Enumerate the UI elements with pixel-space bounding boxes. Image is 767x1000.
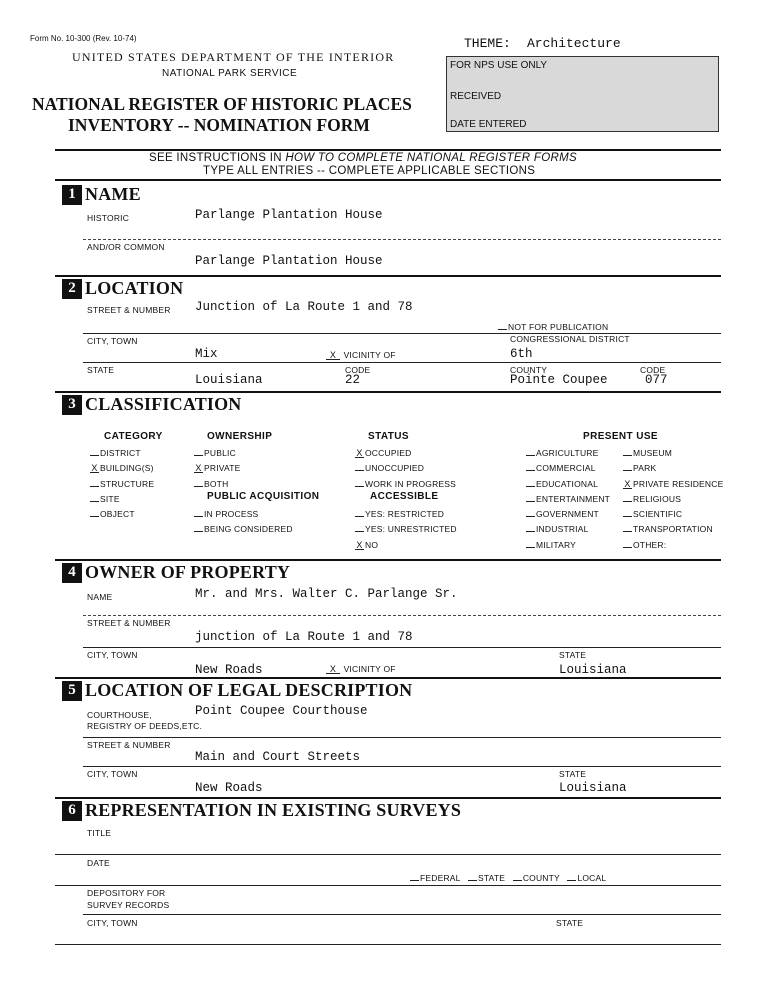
checkbox-mark[interactable] — [526, 516, 535, 517]
courthouse-label-line1: COURTHOUSE, — [87, 710, 152, 720]
checkbox-option[interactable] — [90, 494, 154, 509]
state-option[interactable]: STATE — [477, 873, 506, 883]
checkbox-option[interactable] — [90, 509, 154, 524]
theme-value: Architecture — [527, 36, 621, 51]
divider — [55, 797, 721, 799]
checkbox-mark[interactable] — [355, 516, 364, 517]
date-entered-label: DATE ENTERED — [450, 119, 527, 130]
historic-label: HISTORIC — [87, 213, 130, 223]
checkbox-label: OBJECT — [100, 509, 135, 520]
form-title-line2: INVENTORY -- NOMINATION FORM — [68, 115, 370, 135]
local-option[interactable]: LOCAL — [577, 873, 607, 883]
field-line — [55, 885, 721, 886]
field-line — [83, 239, 721, 240]
checkbox-label: SCIENTIFIC — [633, 509, 683, 520]
checkbox-option[interactable] — [355, 524, 457, 539]
checkbox-option[interactable] — [194, 448, 241, 463]
checkbox-label: TRANSPORTATION — [633, 524, 713, 535]
checkbox-label: EDUCATIONAL — [536, 478, 599, 489]
checkbox-label: BOTH — [204, 478, 229, 489]
divider — [55, 391, 721, 393]
section-6-header — [62, 800, 461, 821]
checkbox-option[interactable] — [90, 479, 154, 494]
federal-option[interactable]: FEDERAL — [420, 873, 461, 883]
state-value: Louisiana — [195, 373, 263, 387]
checkbox-mark[interactable] — [526, 547, 535, 548]
checkbox-label: WORK IN PROGRESS — [365, 478, 457, 489]
owner-state-value: Louisiana — [559, 663, 627, 677]
checkbox-label: OTHER: — [633, 539, 667, 550]
checkbox-option[interactable] — [194, 479, 241, 494]
nps-use-label: FOR NPS USE ONLY — [450, 60, 548, 71]
checkbox-option[interactable] — [526, 463, 610, 478]
owner-street-value: junction of La Route 1 and 78 — [195, 630, 413, 644]
section-1-title: NAME — [85, 184, 141, 204]
instructions-line2: TYPE ALL ENTRIES -- COMPLETE APPLICABLE SECTIONS — [203, 165, 536, 177]
legal-street-label: STREET & NUMBER — [87, 740, 171, 750]
checkbox-option[interactable] — [194, 463, 241, 478]
section-2-number: 2 — [62, 279, 82, 299]
checkbox-label: COMMERCIAL — [536, 463, 596, 474]
owner-name-value: Mr. and Mrs. Walter C. Parlange Sr. — [195, 587, 458, 601]
checkbox-mark[interactable] — [526, 501, 535, 502]
status-heading: STATUS — [368, 431, 409, 442]
district-label: CONGRESSIONAL DISTRICT — [510, 334, 630, 344]
service-name: NATIONAL PARK SERVICE — [162, 68, 298, 79]
checkbox-mark[interactable] — [526, 531, 535, 532]
not-for-publication: NOT FOR PUBLICATION — [498, 322, 608, 332]
divider — [55, 944, 721, 945]
checkbox-mark[interactable] — [623, 531, 632, 532]
category-list — [90, 448, 154, 524]
section-1-header — [62, 184, 141, 205]
ownership-list — [194, 448, 241, 494]
section-4-number: 4 — [62, 563, 82, 583]
city-value: Mix — [195, 347, 218, 361]
survey-state-label: STATE — [556, 918, 584, 928]
depository-label-line1: DEPOSITORY FOR — [87, 888, 166, 898]
legal-city-label: CITY, TOWN — [87, 769, 138, 779]
legal-state-label: STATE — [559, 769, 587, 779]
courthouse-label-line2: REGISTRY OF DEEDS,ETC. — [87, 721, 203, 731]
city-label: CITY, TOWN — [87, 336, 138, 346]
checkbox-option[interactable] — [355, 509, 457, 524]
status-list — [355, 448, 456, 494]
checkbox-option[interactable] — [526, 524, 610, 539]
divider — [55, 179, 721, 181]
field-line — [83, 647, 721, 648]
checkbox-label: YES: RESTRICTED — [365, 509, 445, 519]
depository-label-line2: SURVEY RECORDS — [87, 900, 170, 910]
form-title-line1: NATIONAL REGISTER OF HISTORIC PLACES — [32, 94, 412, 114]
checkbox-option[interactable] — [623, 524, 723, 539]
section-6-title: REPRESENTATION IN EXISTING SURVEYS — [85, 800, 462, 820]
checkbox-label: ENTERTAINMENT — [536, 493, 611, 504]
form-number: Form No. 10-300 (Rev. 10-74) — [30, 34, 137, 43]
checkbox-mark[interactable]: X — [356, 539, 363, 550]
legal-state-value: Louisiana — [559, 781, 627, 795]
code-label: CODE — [345, 365, 371, 375]
field-line — [55, 854, 721, 855]
checkbox-label: SITE — [100, 493, 120, 504]
checkbox-label: PUBLIC — [204, 448, 236, 458]
present-use-list-2 — [623, 448, 723, 555]
owner-city-label: CITY, TOWN — [87, 650, 138, 660]
checkbox-mark[interactable] — [623, 501, 632, 502]
common-label: AND/OR COMMON — [87, 242, 165, 252]
instructions-italic: HOW TO COMPLETE NATIONAL REGISTER FORMS — [285, 152, 577, 164]
vicinity: X VICINITY OF — [326, 350, 396, 360]
checkbox-label: GOVERNMENT — [536, 509, 599, 520]
department-name: UNITED STATES DEPARTMENT OF THE INTERIOR — [72, 50, 395, 64]
checkbox-mark[interactable]: X — [356, 448, 363, 458]
checkbox-mark[interactable] — [526, 455, 535, 456]
field-line — [83, 914, 721, 915]
survey-level-options — [410, 873, 606, 883]
checkbox-option[interactable] — [526, 494, 610, 509]
checkbox-option[interactable] — [526, 479, 610, 494]
public-acquisition-heading: PUBLIC ACQUISITION — [207, 491, 320, 502]
section-5-number: 5 — [62, 681, 82, 701]
checkbox-option[interactable] — [526, 540, 610, 555]
category-heading: CATEGORY — [104, 431, 163, 442]
checkbox-label: RELIGIOUS — [633, 493, 682, 504]
theme-label: THEME: — [464, 36, 511, 51]
field-line — [83, 766, 721, 767]
county-label: COUNTY — [510, 365, 548, 375]
street-label: STREET & NUMBER — [87, 305, 171, 315]
owner-street-label: STREET & NUMBER — [87, 618, 171, 628]
field-line — [83, 362, 721, 363]
checkbox-option[interactable] — [623, 463, 723, 478]
section-3-header — [62, 394, 242, 415]
present-use-heading: PRESENT USE — [583, 431, 658, 442]
owner-city-value: New Roads — [195, 663, 263, 677]
checkbox-mark[interactable]: X — [624, 478, 631, 489]
accessible-heading: ACCESSIBLE — [370, 491, 439, 502]
code2-label: CODE — [640, 365, 666, 375]
divider — [55, 559, 721, 561]
section-5-title: LOCATION OF LEGAL DESCRIPTION — [85, 680, 413, 700]
checkbox-label: NO — [365, 539, 379, 550]
checkbox-mark[interactable] — [355, 531, 364, 532]
checkbox-label: PRIVATE — [204, 463, 241, 474]
checkbox-mark[interactable] — [90, 455, 99, 456]
section-3-number: 3 — [62, 395, 82, 415]
divider — [55, 149, 721, 151]
checkbox-mark[interactable] — [623, 470, 632, 471]
checkbox-option[interactable] — [526, 448, 610, 463]
checkbox-label: UNOCCUPIED — [365, 463, 425, 474]
checkbox-option[interactable] — [623, 448, 723, 463]
checkbox-mark[interactable] — [623, 547, 632, 548]
legal-street-value: Main and Court Streets — [195, 750, 361, 764]
checkbox-label: YES: UNRESTRICTED — [365, 524, 457, 535]
checkbox-option[interactable] — [355, 540, 457, 555]
section-1-number: 1 — [62, 185, 82, 205]
instructions-prefix: SEE INSTRUCTIONS IN — [149, 152, 286, 164]
checkbox-option[interactable] — [623, 540, 723, 555]
section-5-header — [62, 680, 412, 701]
checkbox-mark[interactable] — [526, 470, 535, 471]
historic-value: Parlange Plantation House — [195, 208, 383, 222]
checkbox-mark[interactable] — [194, 486, 203, 487]
county-value: Pointe Coupee — [510, 373, 608, 387]
public-acquisition-list — [194, 509, 293, 540]
checkbox-option[interactable] — [355, 479, 456, 494]
accessible-list — [355, 509, 457, 555]
owner-state-label: STATE — [559, 650, 587, 660]
divider — [55, 677, 721, 679]
field-line — [83, 615, 721, 616]
checkbox-option[interactable] — [526, 509, 610, 524]
section-4-header — [62, 562, 290, 583]
section-6-number: 6 — [62, 801, 82, 821]
checkbox-option[interactable] — [90, 463, 154, 478]
checkbox-label: PARK — [633, 463, 657, 474]
checkbox-label: BEING CONSIDERED — [204, 524, 293, 535]
county-option[interactable]: COUNTY — [522, 873, 560, 883]
checkbox-label: STRUCTURE — [100, 478, 155, 489]
instructions-line1 — [149, 152, 577, 164]
checkbox-label: OCCUPIED — [365, 448, 412, 458]
checkbox-label: INDUSTRIAL — [536, 524, 589, 535]
survey-city-label: CITY, TOWN — [87, 918, 138, 928]
checkbox-label: MUSEUM — [633, 448, 672, 458]
legal-city-value: New Roads — [195, 781, 263, 795]
checkbox-option[interactable] — [355, 463, 456, 478]
checkbox-label: AGRICULTURE — [536, 448, 599, 458]
checkbox-mark[interactable]: X — [91, 463, 98, 474]
checkbox-option[interactable] — [194, 509, 293, 524]
checkbox-mark[interactable]: X — [195, 463, 202, 474]
checkbox-mark[interactable] — [623, 516, 632, 517]
checkbox-mark[interactable] — [526, 486, 535, 487]
checkbox-label: MILITARY — [536, 539, 577, 550]
divider — [55, 275, 721, 277]
checkbox-label: DISTRICT — [100, 448, 141, 458]
present-use-list-1 — [526, 448, 610, 555]
checkbox-option[interactable] — [623, 509, 723, 524]
checkbox-option[interactable] — [623, 479, 723, 494]
checkbox-mark[interactable] — [194, 455, 203, 456]
section-4-title: OWNER OF PROPERTY — [85, 562, 291, 582]
code2-value: 077 — [645, 373, 668, 387]
checkbox-mark[interactable] — [355, 486, 364, 487]
code-value: 22 — [345, 373, 361, 387]
checkbox-label: BUILDING(S) — [100, 463, 154, 474]
checkbox-option[interactable] — [355, 448, 456, 463]
checkbox-mark[interactable] — [194, 531, 203, 532]
checkbox-label: PRIVATE RESIDENCE — [633, 478, 724, 489]
checkbox-mark[interactable] — [90, 516, 99, 517]
nps-use-box — [446, 56, 719, 132]
checkbox-mark[interactable] — [194, 516, 203, 517]
owner-name-label: NAME — [87, 592, 113, 602]
owner-vicinity: X VICINITY OF — [326, 664, 396, 674]
district-value: 6th — [510, 347, 533, 361]
checkbox-label: IN PROCESS — [204, 509, 259, 519]
section-3-title: CLASSIFICATION — [85, 394, 242, 414]
checkbox-mark[interactable] — [623, 455, 632, 456]
section-2-title: LOCATION — [85, 278, 184, 298]
street-value: Junction of La Route 1 and 78 — [195, 300, 413, 314]
checkbox-option[interactable] — [194, 524, 293, 539]
section-2-header — [62, 278, 183, 299]
received-label: RECEIVED — [450, 91, 502, 102]
courthouse-value: Point Coupee Courthouse — [195, 704, 368, 718]
survey-date-label: DATE — [87, 858, 110, 868]
checkbox-option[interactable] — [90, 448, 154, 463]
state-label: STATE — [87, 365, 115, 375]
field-line — [83, 737, 721, 738]
checkbox-option[interactable] — [623, 494, 723, 509]
common-value: Parlange Plantation House — [195, 254, 383, 268]
checkbox-mark[interactable] — [90, 501, 99, 502]
checkbox-mark[interactable] — [90, 486, 99, 487]
survey-title-label: TITLE — [87, 828, 112, 838]
checkbox-mark[interactable] — [355, 470, 364, 471]
ownership-heading: OWNERSHIP — [207, 431, 273, 442]
